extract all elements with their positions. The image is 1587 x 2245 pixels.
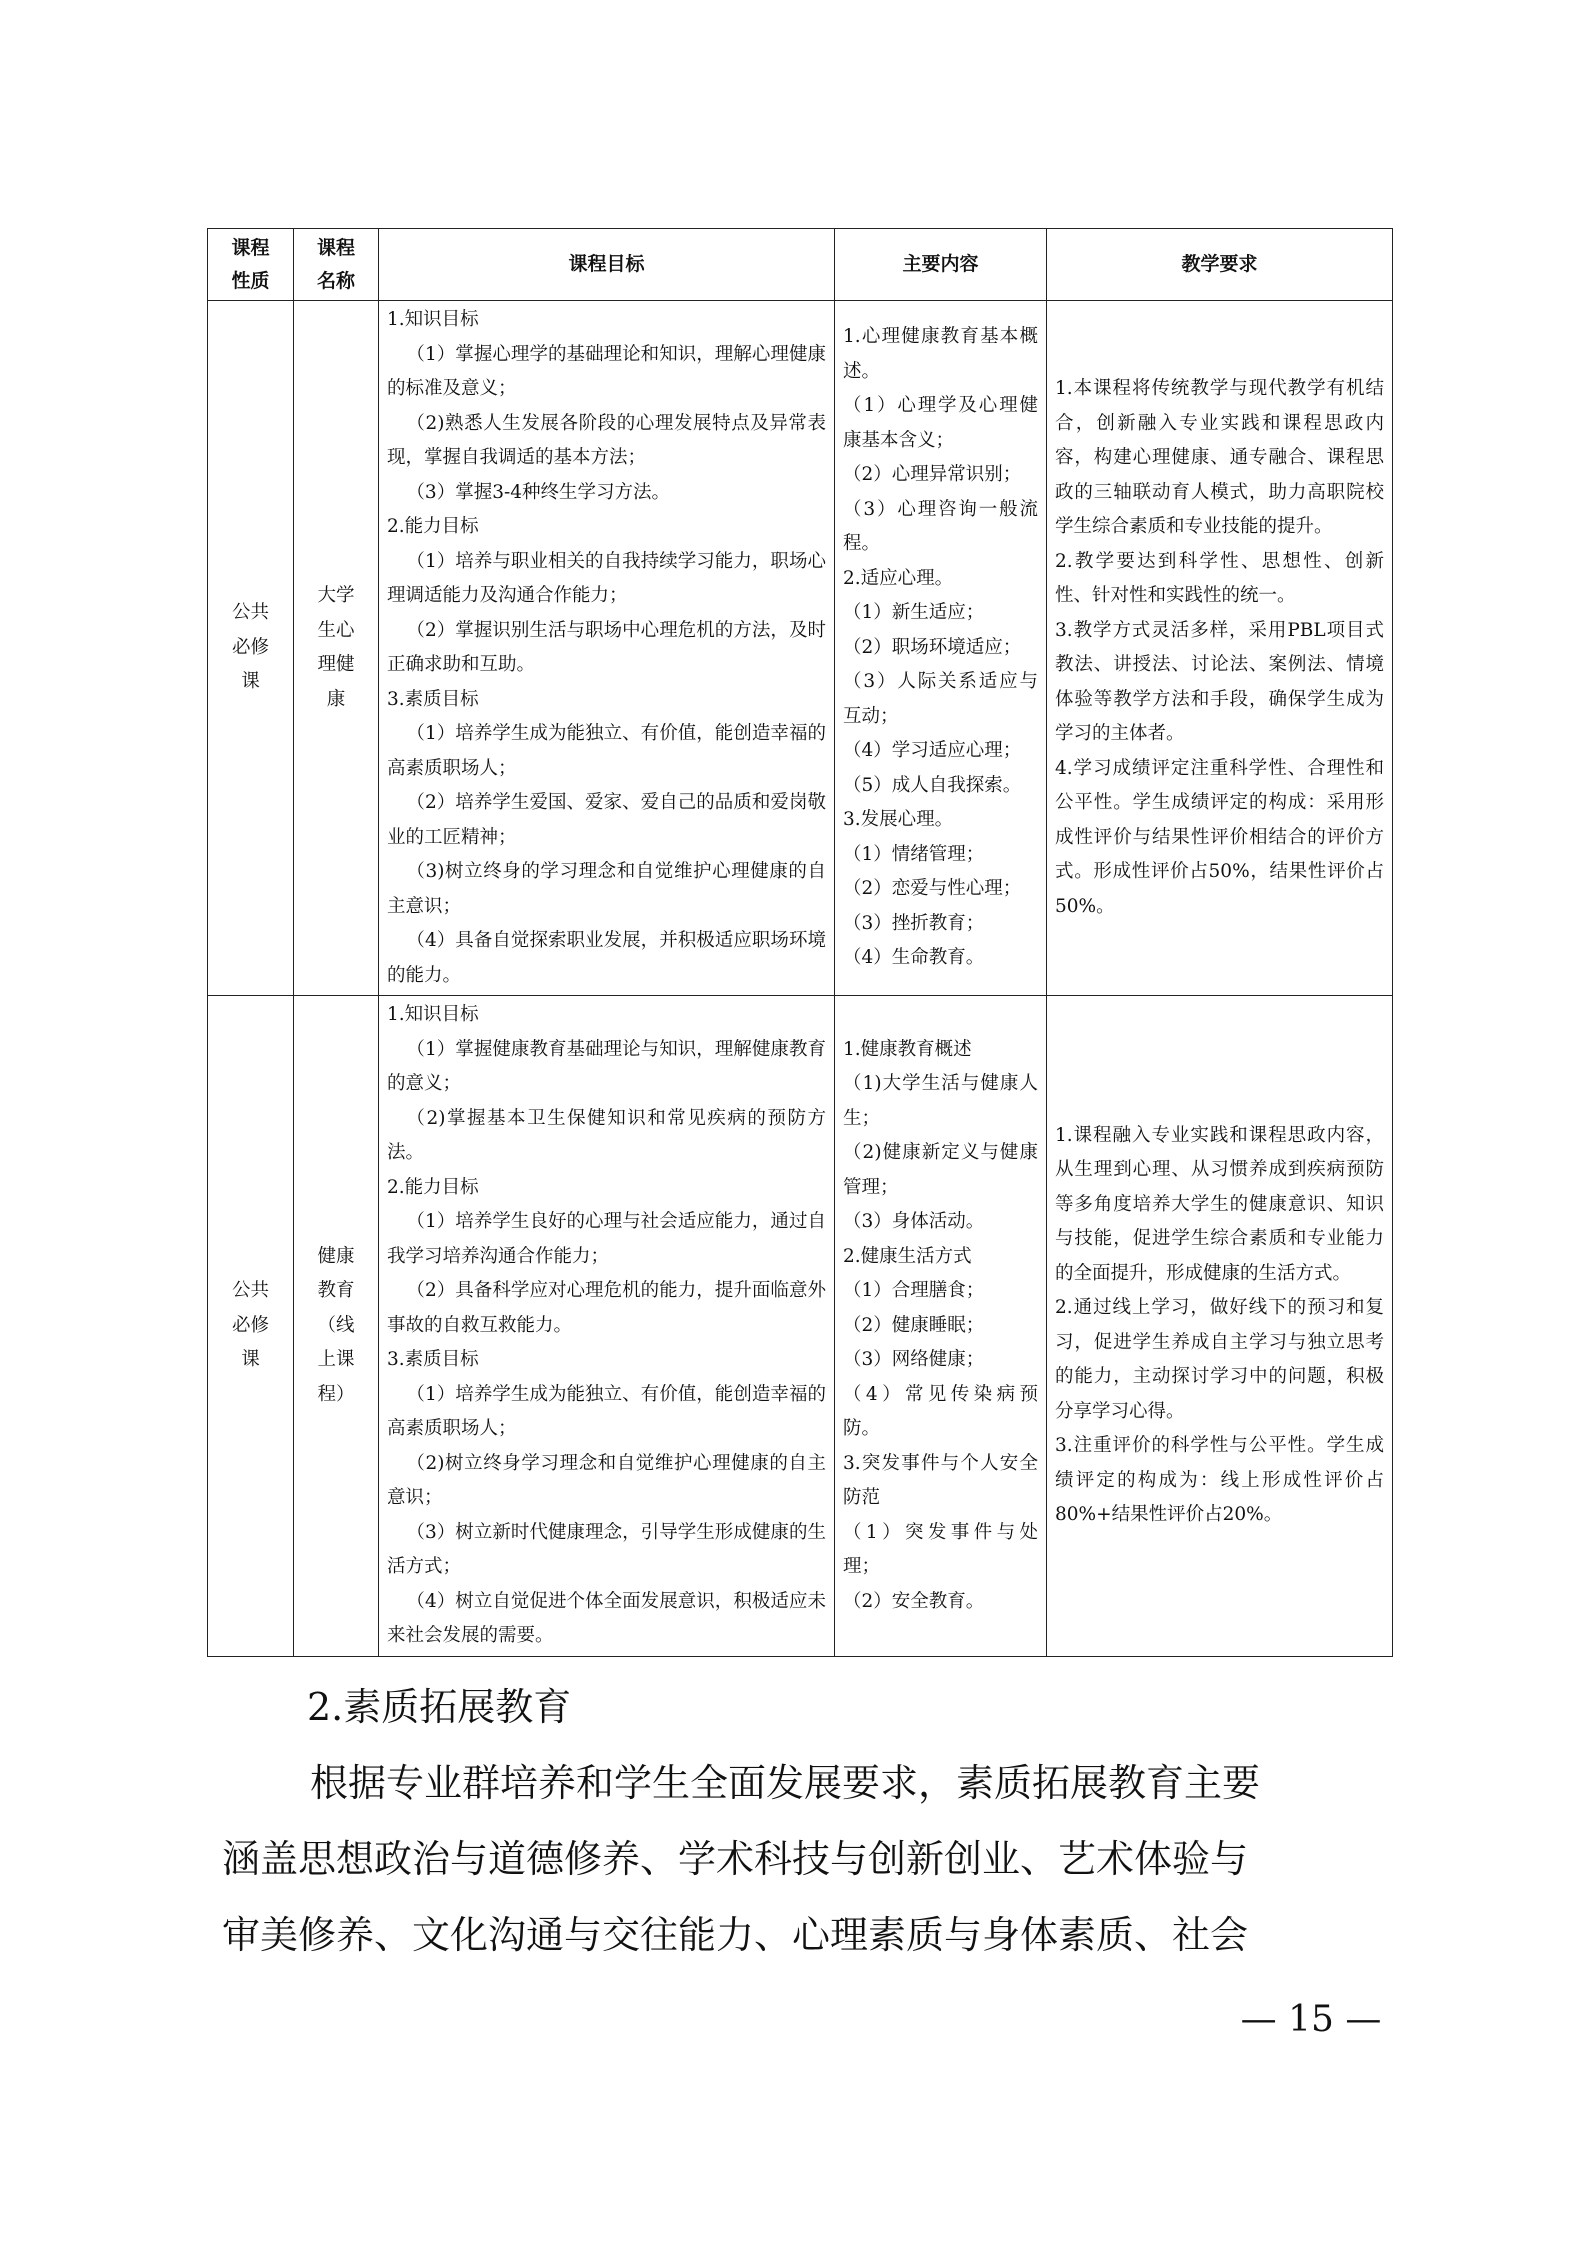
main-content-cell-line: （2）健康睡眠； [843,1314,985,1336]
course-goal-cell-line: （2)熟悉人生发展各阶段的心理发展特点及异常表现，掌握自我调适的基本方法； [387,412,826,468]
course-goal-cell-line: （1）培养学生成为能独立、有价值，能创造幸福的高素质职场人； [387,1383,826,1439]
main-content-cell-line: （5）成人自我探索。 [843,774,1022,796]
course-goal-cell-line: （2）具备科学应对心理危机的能力，提升面临意外事故的自救互救能力。 [387,1280,826,1336]
main-content-cell [835,301,1047,996]
paragraph-line: 根据专业群培养和学生全面发展要求，素质拓展教育主要 [310,1761,1261,1805]
section-heading: 2.素质拓展教育 [307,1685,572,1729]
course-name-cell [294,996,379,1657]
teaching-requirement-cell-line: 4.学习成绩评定注重科学性、合理性和公平性。学生成绩评定的构成：采用形成性评价与结果性评价相结合的评价方式。形成性评价占50%，结果性评价占50%。 [1055,757,1384,917]
course-goal-cell-line: （3）树立新时代健康理念，引导学生形成健康的生活方式； [387,1521,826,1577]
main-content-cell-line: （3）人际关系适应与互动； [843,671,1038,727]
main-content-cell-line: 2.适应心理。 [843,567,954,589]
teaching-requirement-cell-line: 3.注重评价的科学性与公平性。学生成绩评定的构成为：线上形成性评价占80%+结果性评价占20%。 [1055,1435,1384,1526]
course-goal-cell-line: （1）掌握心理学的基础理论和知识，理解心理健康的标准及意义； [387,343,826,399]
course-goal-cell [379,996,835,1657]
course-goal-cell-line: 1.知识目标 [387,309,479,330]
main-content-cell-line: （3）挫折教育； [843,912,985,934]
course-goal-cell-line: 2.能力目标 [387,1176,479,1198]
course-goal-cell-line: （1）培养学生成为能独立、有价值，能创造幸福的高素质职场人； [387,723,826,779]
course-goal-cell-line: （2）掌握识别生活与职场中心理危机的方法，及时正确求助和互助。 [387,619,826,675]
course-goal-cell-line: （4）具备自觉探索职业发展，并积极适应职场环境的能力。 [387,930,826,986]
course-goal-cell-line: 3.素质目标 [387,1349,479,1370]
table-body [208,301,1393,1657]
main-content-cell-line: 3.突发事件与个人安全防范 [843,1452,1038,1508]
main-content-cell-line: 3.发展心理。 [843,809,954,831]
course-goal-cell-line: （2)掌握基本卫生保健知识和常见疾病的预防方法。 [387,1107,826,1163]
course-goal-cell-line: （2）培养学生爱国、爱家、爱自己的品质和爱岗敬业的工匠精神； [387,792,826,848]
course-goal-cell-line: （1）掌握健康教育基础理论与知识，理解健康教育的意义； [387,1038,826,1094]
main-content-cell-line: （2）心理异常识别； [843,464,1022,486]
main-content-cell-line: （3）心理咨询一般流程。 [843,498,1038,555]
course-goal-cell-line: （2)树立终身学习理念和自觉维护心理健康的自主意识； [387,1452,826,1508]
main-content-cell [835,996,1047,1657]
header-course-name [294,229,379,301]
course-goal-cell-line: 3.素质目标 [387,688,479,710]
course-goal-cell [379,301,835,996]
main-content-cell-line: （2)健康新定义与健康管理； [843,1142,1038,1198]
course-goal-cell-line: （4）树立自觉促进个体全面发展意识，积极适应未来社会发展的需要。 [387,1590,826,1646]
course-goal-cell-line: （1）培养与职业相关的自我持续学习能力，职场心理调适能力及沟通合作能力； [387,550,826,606]
course-table [207,228,1393,1657]
teaching-requirement-cell-line: 2.通过线上学习，做好线下的预习和复习，促进学生养成自主学习与独立思考的能力，主动探讨学习中的问题，积极分享学习心得。 [1055,1297,1384,1422]
course-goal-cell-line: 2.能力目标 [387,516,479,537]
main-content-cell-line: （3）身体活动。 [843,1211,985,1232]
course-nature-cell [208,301,294,996]
main-content-cell-line: （1）新生适应； [843,602,985,624]
header-course-goal: 课程目标 [379,229,835,301]
main-content-cell-line: 1.心理健康教育基本概述。 [843,326,1038,382]
course-nature-cell-text: 公共 必修 课 [231,1280,269,1370]
main-content-cell-line: （4）学习适应心理； [843,740,1022,762]
teaching-requirement-cell-line: 1.本课程将传统教学与现代教学有机结合，创新融入专业实践和课程思政内容，构建心理健康、通专融合、课程思政的三轴联动育人模式，助力高职院校学生综合素质和专业技能的提升。 [1055,378,1384,537]
course-nature-cell-text: 公共 必修 课 [231,602,269,693]
header-text: 课程 性质 [231,236,270,292]
teaching-requirement-cell-line: 2.教学要达到科学性、思想性、创新性、针对性和实践性的统一。 [1055,550,1384,606]
course-name-cell-text: 大学 生心 理健 康 [317,585,355,710]
table-header-row [208,229,1393,301]
course-goal-cell-line: 1.知识目标 [387,1004,479,1025]
paragraph-line: 审美修养、文化沟通与交往能力、心理素质与身体素质、社会 [222,1913,1249,1957]
course-name-cell [294,301,379,996]
section-paragraph [222,1745,1382,1973]
main-content-cell-line: （2）职场环境适应； [843,636,1022,658]
main-content-cell-line: （3）网络健康； [843,1349,985,1370]
teaching-requirement-cell [1047,996,1393,1657]
main-content-cell-line: （2）安全教育。 [843,1590,985,1612]
main-content-cell-line: （2）恋爱与性心理； [843,878,1022,900]
main-content-cell-line: （1）合理膳食； [843,1280,985,1301]
main-content-cell-line: （1）突发事件与处理； [843,1521,1038,1577]
course-goal-cell-line: （1）培养学生良好的心理与社会适应能力，通过自我学习培养沟通合作能力； [387,1211,826,1267]
course-goal-cell-line: （3)树立终身的学习理念和自觉维护心理健康的自主意识； [387,861,826,917]
header-course-nature [208,229,294,301]
course-goal-cell-line: （3）掌握3-4种终生学习方法。 [406,481,670,503]
main-content-cell-line: （1）情绪管理； [843,843,985,865]
teaching-requirement-cell-line: 3.教学方式灵活多样，采用PBL项目式教法、讲授法、讨论法、案例法、情境体验等教学方法和手段，确保学生成为学习的主体者。 [1055,619,1384,744]
course-name-cell-text: 健康 教育 （线 上课 程） [317,1245,355,1405]
teaching-requirement-cell [1047,301,1393,996]
header-text: 课程 名称 [316,236,355,292]
teaching-requirement-cell-line: 1.课程融入专业实践和课程思政内容，从生理到心理、从习惯养成到疾病预防等多角度培养大学生的健康意识、知识与技能，促进学生综合素质和专业能力的全面提升，形成健康的生活方式。 [1055,1124,1384,1284]
page-number: — 15 — [1240,1999,1382,2040]
main-content-cell-line: （4）生命教育。 [843,947,985,969]
table-row [208,996,1393,1657]
paragraph-line: 涵盖思想政治与道德修养、学术科技与创新创业、艺术体验与 [222,1837,1249,1881]
main-content-cell-line: （1)大学生活与健康人生； [843,1073,1038,1129]
main-content-cell-line: 1.健康教育概述 [843,1038,972,1060]
table-row [208,301,1393,996]
header-main-content: 主要内容 [835,229,1047,301]
main-content-cell-line: （1）心理学及心理健康基本含义； [843,395,1038,451]
header-teaching-requirement: 教学要求 [1047,229,1393,301]
main-content-cell-line: 2.健康生活方式 [843,1245,972,1267]
course-nature-cell [208,996,294,1657]
main-content-cell-line: （4）常见传染病预防。 [843,1383,1038,1439]
